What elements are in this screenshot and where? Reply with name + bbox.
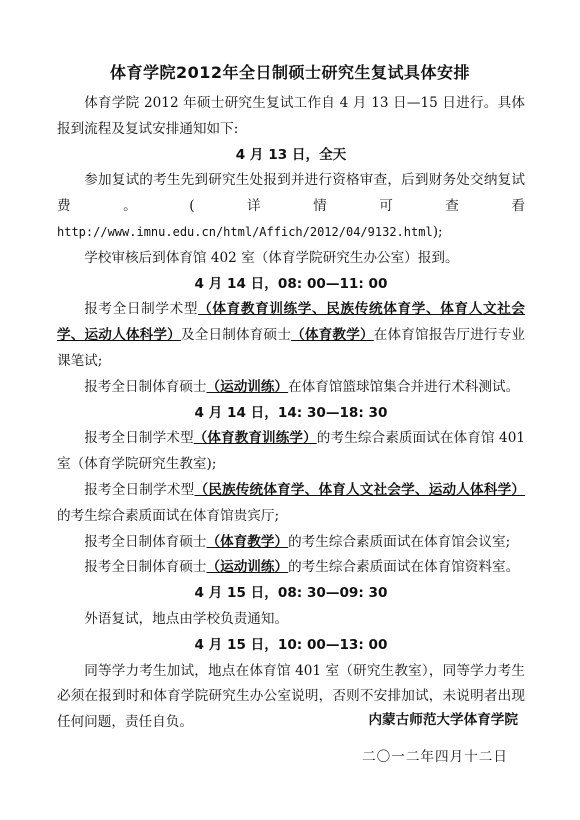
section-paragraph [57,530,525,556]
details-url-link[interactable]: http://www.imnu.edu.cn/html/Affich/2012/04/9132.html [57,224,433,239]
major-list: （体育教育训练学） [193,430,317,447]
paragraph-text: 的考生综合素质面试在体育馆资料室。 [288,559,520,576]
section-paragraph [57,426,525,478]
paragraph-text: 报考全日制体育硕士 [84,559,207,576]
paragraph-text: 参加复试的考生先到研究生处报到并进行资格审查，后到财务处交纳复试费。(详情可查看 [57,172,525,215]
paragraph-text: 报考全日制体育硕士 [84,378,207,395]
signature-date: 二〇一二年四月十二日 [362,749,508,765]
section-time: 4 月 14 日，14: 30—18: 30 [194,404,388,421]
section-paragraph [57,375,525,401]
paragraph-text: 在体育馆篮球馆集合并进行术科测试。 [288,378,520,395]
paragraph-text: 的考生综合素质面试在体育馆会议室; [288,533,511,550]
section-paragraph [57,168,525,245]
major-list: （民族传统体育学、体育人文社会学、运动人体科学） [194,481,525,498]
section-time: 4 月 14 日，08: 00—11: 00 [194,275,388,292]
section-paragraph: 外语复试，地点由学校负责通知。 [84,610,289,627]
paragraph-text: 报考全日制体育硕士 [84,533,207,550]
section-paragraph: 学校审核后到体育馆 402 室（体育学院研究生办公室）报到。 [84,249,459,266]
intro-paragraph: 体育学院 2012 年硕士研究生复试工作自 4 月 13 日—15 日进行。具体报到流程及复试安排通知如下: [57,95,525,137]
section-time: 4 月 15 日，08: 30—09: 30 [194,585,388,602]
paragraph-text: 报考全日制学术型 [84,301,199,318]
document-title: 体育学院2012年全日制硕士研究生复试具体安排 [109,63,471,82]
section-time: 4 月 13 日，全天 [235,146,347,163]
paragraph-text: 在体育馆报告厅进行专业课笔试; [57,327,526,369]
major-list: （运动训练） [206,559,289,576]
section-paragraph: 同等学力考生加试，地点在体育馆 401 室（研究生教室），同等学力考生必须在报到时和体育学院研究生办公室说明，否则不安排加试，未说明者出现任何问题，责任自负。 [57,662,525,731]
signature-organization: 内蒙古师范大学体育学院 [368,712,518,728]
major-list: （体育教育训练学、民族传统体育学、体育人文社会学、运动人体科学） [57,301,526,344]
section-paragraph [57,478,525,530]
paragraph-text: 的考生综合素质面试在体育馆 401 室（体育学院研究生教室); [57,430,525,473]
document-body [57,91,525,736]
paragraph-text: 报考全日制学术型 [84,430,194,447]
paragraph-text: ); [432,223,443,240]
paragraph-text: 的考生综合素质面试在体育馆贵宾厅; [57,507,280,524]
paragraph-text: 报考全日制学术型 [84,481,195,498]
section-time: 4 月 15 日，10: 00—13: 00 [194,636,388,653]
major-list: （体育教学） [206,533,289,550]
paragraph-text: 及全日制体育硕士 [180,327,292,344]
section-paragraph [57,297,525,374]
major-list: （运动训练） [206,378,289,395]
major-list: （体育教学） [291,327,374,344]
section-paragraph [57,555,525,581]
